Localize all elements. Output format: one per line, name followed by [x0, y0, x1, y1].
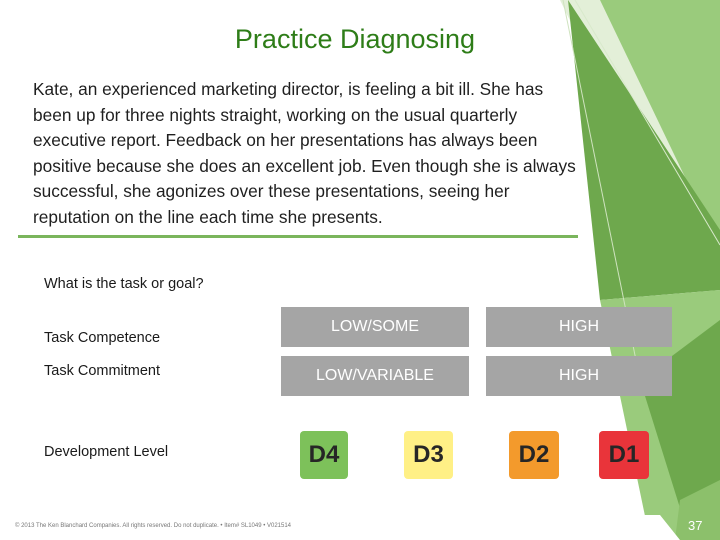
task-competence-label: Task Competence [44, 330, 161, 346]
competence-high-cell[interactable]: HIGH [486, 307, 672, 347]
page-number: 37 [688, 518, 703, 533]
copyright-footer: © 2013 The Ken Blanchard Companies. All rights reserved. Do not duplicate. • Item# SL1049 • V021514 [15, 523, 292, 529]
commitment-high-cell[interactable]: HIGH [486, 356, 672, 396]
task-commitment-label: Task Commitment [44, 363, 161, 379]
competence-low-cell[interactable]: LOW/SOME [281, 307, 469, 347]
commitment-low-cell[interactable]: LOW/VARIABLE [281, 356, 469, 396]
divider-line [18, 235, 578, 238]
development-level-label: Development Level [44, 444, 169, 460]
level-badge-d1[interactable]: D1 [599, 431, 649, 479]
task-goal-question: What is the task or goal? [44, 276, 204, 292]
level-badge-d2[interactable]: D2 [509, 431, 559, 479]
scenario-text: Kate, an experienced marketing director, is feeling a bit ill. She has been up for three nights straight, working on the usual quarterly executive report. Feedback on her presentations has always been positive because she does an excellent job. Even though she is always successful, she agonizes over these presentations, seeing her reputation on the line each time she presents. [33, 79, 576, 227]
level-badge-d4[interactable]: D4 [300, 431, 348, 479]
slide-title: Practice Diagnosing [234, 24, 476, 54]
level-badge-d3[interactable]: D3 [404, 431, 453, 479]
